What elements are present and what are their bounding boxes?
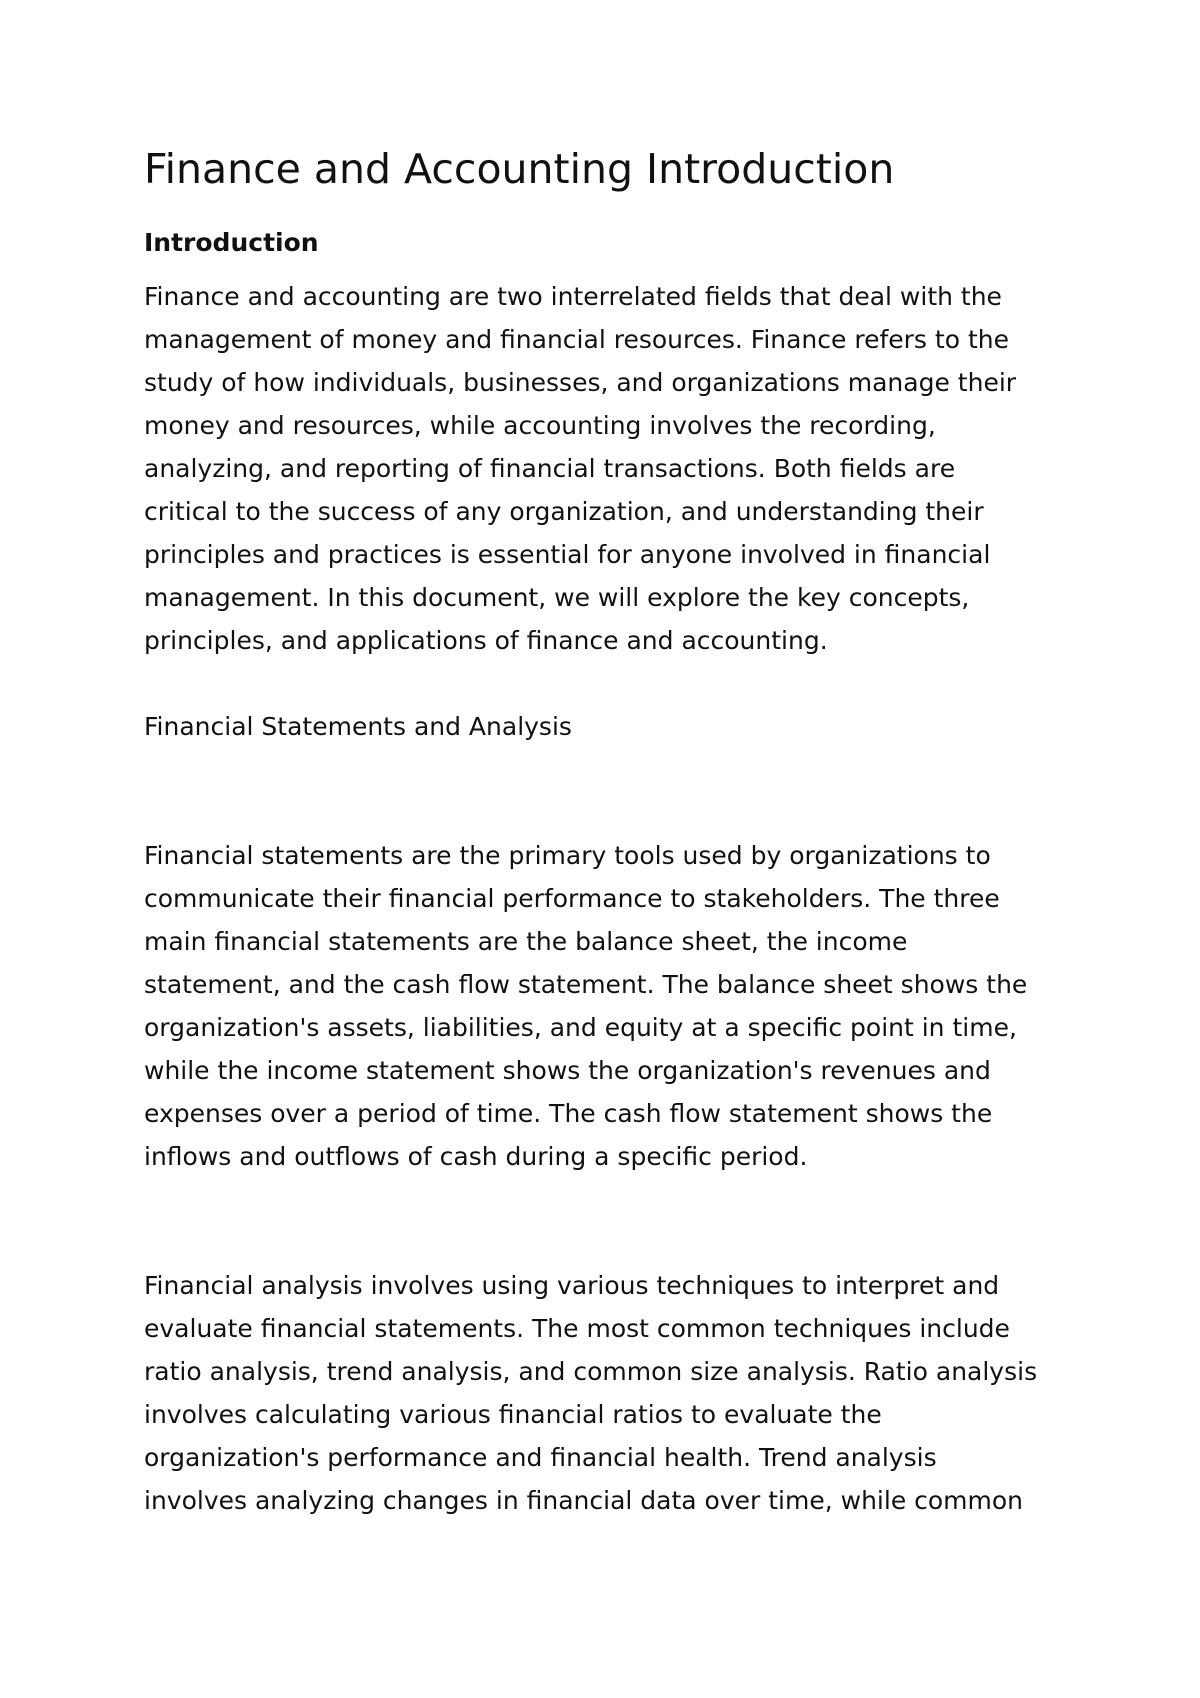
paragraph-line: statement, and the cash flow statement. The balance sheet shows the — [144, 970, 1028, 999]
paragraph-line: principles, and applications of finance and accounting. — [144, 626, 828, 655]
paragraph-line: management of money and financial resources. Finance refers to the — [144, 325, 1009, 354]
paragraph-line: money and resources, while accounting involves the recording, — [144, 411, 936, 440]
paragraph-line: while the income statement shows the organization's revenues and — [144, 1056, 991, 1085]
paragraph-line: principles and practices is essential for anyone involved in financial — [144, 540, 991, 569]
paragraph-line: Finance and accounting are two interrelated fields that deal with the — [144, 282, 1002, 311]
paragraph-line: organization's performance and financial health. Trend analysis — [144, 1443, 937, 1472]
paragraph-line: evaluate financial statements. The most common techniques include — [144, 1314, 1010, 1343]
document-title: Finance and Accounting Introduction — [144, 145, 895, 193]
paragraph-line: expenses over a period of time. The cash flow statement shows the — [144, 1099, 993, 1128]
paragraph-line: study of how individuals, businesses, and organizations manage their — [144, 368, 1017, 397]
paragraph-line: Financial analysis involves using various techniques to interpret and — [144, 1271, 1000, 1300]
paragraph-line: analyzing, and reporting of financial transactions. Both fields are — [144, 454, 956, 483]
paragraph-line: main financial statements are the balance sheet, the income — [144, 927, 908, 956]
paragraph-line: involves analyzing changes in financial data over time, while common — [144, 1486, 1024, 1515]
paragraph-introduction — [144, 275, 1084, 662]
paragraph-line: ratio analysis, trend analysis, and common size analysis. Ratio analysis — [144, 1357, 1038, 1386]
section-heading: Introduction — [144, 228, 319, 257]
document-content — [144, 137, 1084, 1522]
paragraph-line: inflows and outflows of cash during a specific period. — [144, 1142, 808, 1171]
paragraph-financial-statements — [144, 834, 1084, 1178]
financial-statements-subheading: Financial Statements and Analysis — [144, 712, 572, 741]
paragraph-line: Financial statements are the primary tools used by organizations to — [144, 841, 991, 870]
paragraph-line: management. In this document, we will explore the key concepts, — [144, 583, 970, 612]
paragraph-line: communicate their financial performance to stakeholders. The three — [144, 884, 1000, 913]
paragraph-line: involves calculating various financial ratios to evaluate the — [144, 1400, 882, 1429]
paragraph-financial-analysis — [144, 1264, 1084, 1522]
paragraph-line: organization's assets, liabilities, and equity at a specific point in time, — [144, 1013, 1017, 1042]
paragraph-line: critical to the success of any organization, and understanding their — [144, 497, 984, 526]
